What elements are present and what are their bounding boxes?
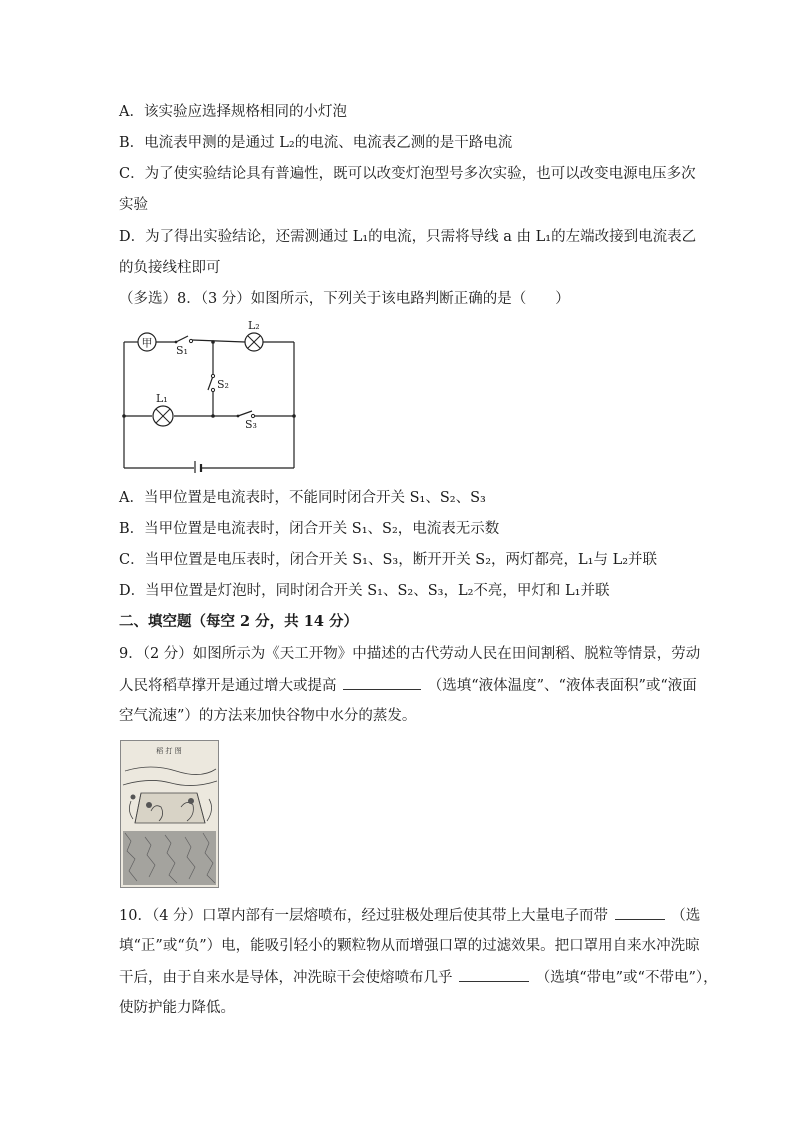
q10-line1-text-b: （选 [671,908,701,924]
q10-line1-text-a: 10．（4 分）口罩内部有一层熔喷布，经过驻极处理后使其带上大量电子而带 [119,908,609,924]
q10-line1 [119,905,700,926]
q9-line1: 9．（2 分）如图所示为《天工开物》中描述的古代劳动人民在田间割稻、脱粒等情景，劳动 [119,646,701,662]
q7-option-a: A．该实验应选择规格相同的小灯泡 [119,104,347,120]
woodcut-illustration [120,740,219,888]
woodcut-caption: 稻 打 图 [156,747,182,755]
circuit-diagram [118,318,300,473]
q7-option-b: B．电流表甲测的是通过 L₂的电流、电流表乙测的是干路电流 [119,135,513,151]
q10-line3 [119,967,718,988]
q10-line2: 填“正”或“负”）电，能吸引轻小的颗粒物从而增强口罩的过滤效果。把口罩用自来水冲洗晾 [119,938,700,954]
battery-icon [195,461,201,473]
answer-blank-q10-1[interactable] [615,905,665,920]
q10-line4: 使防护能力降低。 [119,1000,235,1016]
q8-option-d: D．当甲位置是灯泡时，同时闭合开关 S₁、S₂、S₃，L₂不亮，甲灯和 L₁并联 [119,583,610,599]
q7-option-d-line2: 的负接线柱即可 [119,260,221,276]
q7-option-c-line1: C．为了使实验结论具有普遍性，既可以改变灯泡型号多次实验，也可以改变电源电压多次 [119,166,696,182]
q8-option-c: C．当甲位置是电压表时，闭合开关 S₁、S₃，断开开关 S₂，两灯都亮，L₁与 L₂并联 [119,552,658,568]
q9-line3: 空气流速”）的方法来加快谷物中水分的蒸发。 [119,708,417,724]
section-heading: 二、填空题（每空 2 分，共 14 分） [119,613,358,630]
lamp-l2-icon [245,333,263,351]
lamp-l1-icon [153,406,173,426]
q9-line2 [119,675,697,696]
q7-option-c-line2: 实验 [119,197,148,213]
label-s3: S₃ [245,418,257,431]
label-s1: S₁ [176,344,188,357]
q10-line3-text-a: 干后，由于自来水是导体，冲洗晾干会使熔喷布几乎 [119,970,453,986]
answer-blank-q9[interactable] [343,675,421,690]
q8-option-b: B．当甲位置是电流表时，闭合开关 S₁、S₂，电流表无示数 [119,521,500,537]
label-l2: L₂ [248,319,260,332]
label-l1: L₁ [156,392,168,405]
answer-blank-q10-2[interactable] [459,967,529,982]
q7-option-d-line1: D．为了得出实验结论，还需测通过 L₁的电流，只需将导线 a 由 L₁的左端改接到电流表乙 [119,229,697,245]
q9-line2-text-b: （选填“液体温度”、“液体表面积”或“液面 [427,678,697,694]
q9-line2-text-a: 人民将稻草撑开是通过增大或提高 [119,678,337,694]
label-s2: S₂ [217,378,229,391]
q8-stem: （多选）8．（3 分）如图所示，下列关于该电路判断正确的是（ ） [119,291,570,307]
q10-line3-text-b: （选填“带电”或“不带电”）， [535,970,718,986]
q8-option-a: A．当甲位置是电流表时，不能同时闭合开关 S₁、S₂、S₃ [119,490,486,506]
meter-label: 甲 [141,336,153,350]
